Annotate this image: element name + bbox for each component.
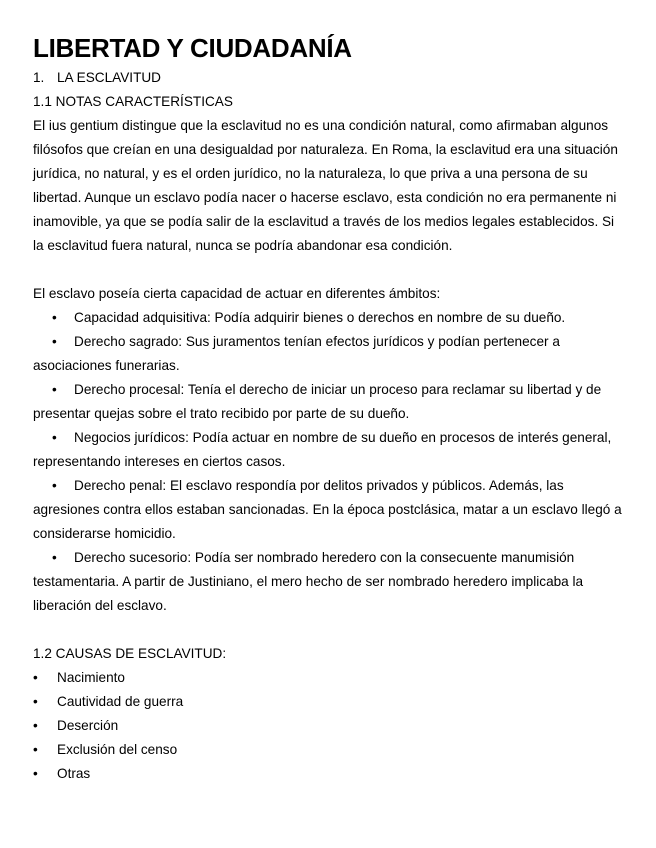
list-item-text: Derecho sagrado: Sus juramentos tenían efectos jurídicos y podían pertenecer a asociaciones funerarias. <box>33 334 560 373</box>
paragraph-ius-gentium: El ius gentium distingue que la esclavitud no es una condición natural, como afirmaban algunos filósofos que creían en una desigualdad por naturaleza. En Roma, la esclavitud era una situación jurídica, no natural, y es el orden jurídico, no la naturaleza, lo que priva a una persona de su libertad. Aunque un esclavo podía nacer o hacerse esclavo, esta condición no era permanente ni inamovible, ya que se podía salir de la esclavitud a través de los medios legales establecidos. Si la esclavitud fuera natural, nunca se podría abandonar esa condición. <box>33 118 618 253</box>
list-item <box>33 762 625 786</box>
list-item <box>33 378 625 426</box>
list-item-text: Derecho procesal: Tenía el derecho de iniciar un proceso para reclamar su libertad y de presentar quejas sobre el trato recibido por parte de su dueño. <box>33 382 602 421</box>
list-item-text: Nacimiento <box>57 670 125 685</box>
document-title: LIBERTAD Y CIUDADANÍA <box>33 33 352 63</box>
list-item-text: Cautividad de guerra <box>57 694 184 709</box>
list-item-text: Derecho sucesorio: Podía ser nombrado heredero con la consecuente manumisión testamentaria. A partir de Justiniano, el mero hecho de ser nombrado heredero implicaba la liberación del esclavo. <box>33 550 584 613</box>
bullet-icon: • <box>52 550 57 565</box>
list-item-text: Negocios jurídicos: Podía actuar en nombre de su dueño en procesos de interés general, representando intereses en ciertos casos. <box>33 430 612 469</box>
bullet-icon: • <box>52 382 57 397</box>
bullet-icon: • <box>52 310 57 325</box>
list-item <box>33 546 625 618</box>
list-item <box>33 690 625 714</box>
subsection-heading-causas: 1.2 CAUSAS DE ESCLAVITUD: <box>33 646 227 661</box>
list-item <box>33 426 625 474</box>
section-number: 1. <box>33 70 45 85</box>
list-item <box>33 738 625 762</box>
causes-list <box>33 666 625 786</box>
list-item-text: Derecho penal: El esclavo respondía por delitos privados y públicos. Además, las agresiones contra ellos estaban sancionadas. En la época postclásica, matar a un esclavo llegó a considerarse homicidio. <box>33 478 622 541</box>
capacities-list <box>33 306 625 618</box>
bullet-icon: • <box>33 766 38 781</box>
spacer <box>33 618 625 642</box>
document-page <box>33 30 625 786</box>
bullet-icon: • <box>52 478 57 493</box>
list-item <box>33 330 625 378</box>
section-heading-esclavitud <box>33 66 625 90</box>
bullet-icon: • <box>33 742 38 757</box>
list-item <box>33 306 625 330</box>
bullet-icon: • <box>33 694 38 709</box>
bullet-icon: • <box>33 670 38 685</box>
spacer <box>33 258 625 282</box>
paragraph-capacidad-intro: El esclavo poseía cierta capacidad de actuar en diferentes ámbitos: <box>33 286 441 301</box>
list-item <box>33 714 625 738</box>
list-item-text: Capacidad adquisitiva: Podía adquirir bienes o derechos en nombre de su dueño. <box>74 310 566 325</box>
list-item-text: Otras <box>57 766 91 781</box>
list-item-text: Exclusión del censo <box>57 742 178 757</box>
bullet-icon: • <box>52 334 57 349</box>
subsection-heading-notas: 1.1 NOTAS CARACTERÍSTICAS <box>33 94 233 109</box>
list-item <box>33 666 625 690</box>
list-item <box>33 474 625 546</box>
section-label: LA ESCLAVITUD <box>57 70 162 85</box>
bullet-icon: • <box>52 430 57 445</box>
bullet-icon: • <box>33 718 38 733</box>
list-item-text: Deserción <box>57 718 119 733</box>
